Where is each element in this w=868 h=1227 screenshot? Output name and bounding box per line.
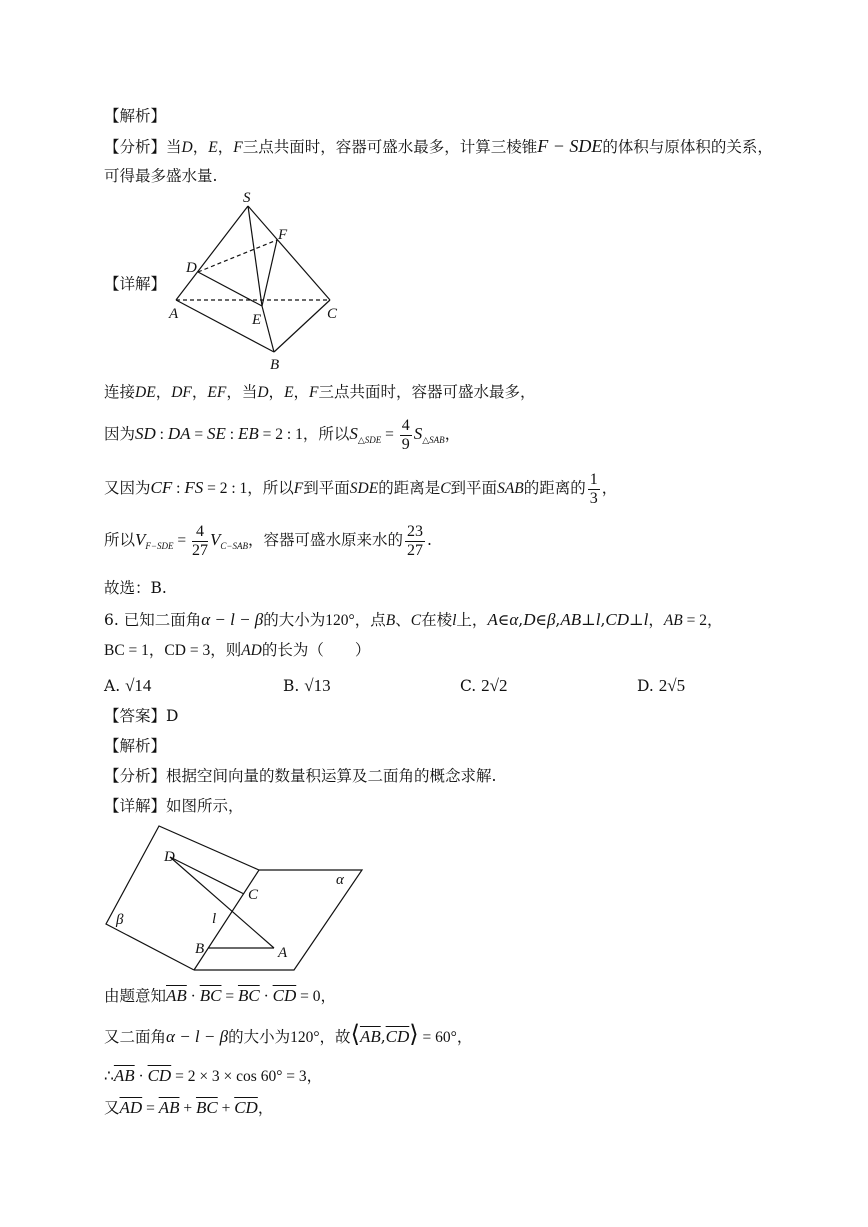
fig2-label-beta: β [116, 912, 124, 928]
choose-line: 故选：B. [104, 579, 167, 597]
so-text-2a: ，所以 [247, 479, 294, 497]
dot-product-line-2: $\therefore\overline{AB} \cdot \overline{CD} = 2 \times 3 \times \cos 60^\circ = 3$， [104, 1066, 323, 1085]
option-c-letter: C. [460, 677, 477, 695]
option-b [283, 676, 331, 696]
label-B: B [270, 357, 280, 373]
q6-text-d: 在棱 [421, 611, 453, 629]
option-d [637, 676, 685, 696]
given-text: 由题意知 [104, 987, 167, 1005]
section-jiexi-2: 【解析】 [104, 737, 167, 755]
q6-text-c: ，点 [354, 611, 386, 629]
connect-text-b: ，当 [226, 383, 258, 401]
so-text-2d: 到平面 [450, 479, 498, 497]
option-b-letter: B. [283, 677, 300, 695]
fig2-label-D: D [164, 849, 175, 865]
label-F: F [278, 227, 288, 243]
q6-text-a: 6. 已知二面角 [104, 611, 202, 629]
option-a-value: √14 [125, 676, 152, 695]
so-text-2c: 的距离是 [378, 479, 441, 497]
label-E: E [252, 312, 262, 328]
fig2-label-B: B [195, 941, 205, 957]
dot-product-line-1: 由题意知$\overline{AB} \cdot \overline{BC} = \overline{BC} \cdot \overline{CD} = 0$， [104, 986, 336, 1005]
answer-line: 【答案】D [104, 707, 179, 725]
label-S: S [243, 190, 251, 206]
analysis-line-1: 【分析】当D，E，F三点共面时，容器可盛水最多，计算三棱锥F − SDE的体积与原体积的关系， [104, 136, 773, 156]
connect-text-c: 三点共面时，容器可盛水最多， [318, 383, 536, 401]
ratio-line: 因为SD : DA = SE : EB = 2 : 1，所以$S_{\triangle SDE}$ = $\frac{4}{9}$ $S_{\triangle SAB}$， [104, 416, 461, 453]
section-jiexi-1: 【解析】 [104, 107, 167, 125]
fig2-label-A: A [278, 945, 288, 961]
q6-text-f: BC = 1，CD = 3，则 [104, 642, 242, 659]
analysis-text-b: 三点共面时，容器可盛水最多，计算三棱锥 [242, 138, 538, 156]
label-A: A [169, 306, 179, 322]
analysis-text-c: 的体积与原体积的关系， [602, 138, 773, 156]
label-C: C [327, 306, 338, 322]
fig2-label-l: l [212, 911, 217, 927]
again-text: 又 [104, 1099, 120, 1117]
label-D: D [186, 260, 197, 276]
question-6-line-1: 6. 已知二面角α − l − β的大小为120°，点B、C在棱l上，A∈α,D∈β,AB⊥l,CD⊥l，AB = 2， [104, 610, 723, 629]
option-d-letter: D. [637, 677, 654, 695]
dihedral-angle-figure [104, 824, 374, 974]
distance-line: 又因为CF : FS = 2 : 1，所以F到平面SDE的距离是C到平面SAB的距离的 $\frac{1}{3}$ ， [104, 470, 618, 507]
analysis-text-a: 【分析】当 [104, 138, 182, 156]
so-text-3a: 所以 [104, 531, 136, 549]
option-c [460, 676, 508, 696]
connect-line: 连接DE，DF，EF，当D，E，F三点共面时，容器可盛水最多， [104, 383, 536, 401]
option-a-letter: A. [104, 677, 121, 695]
because-text: 因为 [104, 425, 136, 443]
option-c-value: 2√2 [481, 676, 508, 695]
dihedral-text-b: 的大小为 [228, 1028, 291, 1046]
therefore-symbol: ∴ [104, 1068, 114, 1085]
so-text-3b: ，容器可盛水原来水的 [247, 531, 403, 549]
q6-text-b: 的大小为 [263, 611, 326, 629]
option-a [104, 676, 151, 696]
analysis-line-2: 可得最多盛水量. [104, 167, 218, 185]
so-text-2b: 到平面 [303, 479, 350, 497]
question-6-line-2: BC = 1，CD = 3，则AD的长为（ ） [104, 641, 371, 659]
pyramid-fsde: F − SDE [537, 136, 603, 156]
vector-sum-line: 又$\overline{AD} = \overline{AB} + \overline{BC} + \overline{CD}$， [104, 1098, 274, 1117]
q6-text-e: 上， [456, 611, 488, 629]
so-text-1: ，所以 [302, 425, 350, 443]
volume-line: 所以$V_{F-SDE}$ = $\frac{4}{27}$ $V_{C-SAB}$，容器可盛水原来水的 $\frac{23}{27}$ . [104, 522, 432, 559]
points-def: D [181, 139, 193, 156]
dihedral-text-c: ，故 [319, 1028, 351, 1046]
again-because-text: 又因为 [104, 479, 151, 497]
fig2-label-C: C [248, 887, 259, 903]
dihedral-line: 又二面角α − l − β的大小为120°，故$⟨\overline{AB},\overline{CD}⟩ = 60^\circ$， [104, 1022, 473, 1048]
so-text-2e: 的距离的 [523, 479, 586, 497]
section-xiangjie-1: 【详解】 [104, 275, 167, 293]
connect-text: 连接 [104, 383, 136, 401]
fig2-label-alpha: α [336, 872, 344, 888]
dihedral-text-a: 又二面角 [104, 1028, 167, 1046]
option-d-value: 2√5 [658, 676, 686, 695]
option-b-value: √13 [304, 676, 331, 695]
detail-2-line: 【详解】如图所示， [104, 797, 244, 815]
q6-text-g: 的长为（ ） [261, 641, 371, 659]
analysis-2-line: 【分析】根据空间向量的数量积运算及二面角的概念求解. [104, 767, 497, 785]
tetrahedron-figure [160, 190, 360, 375]
